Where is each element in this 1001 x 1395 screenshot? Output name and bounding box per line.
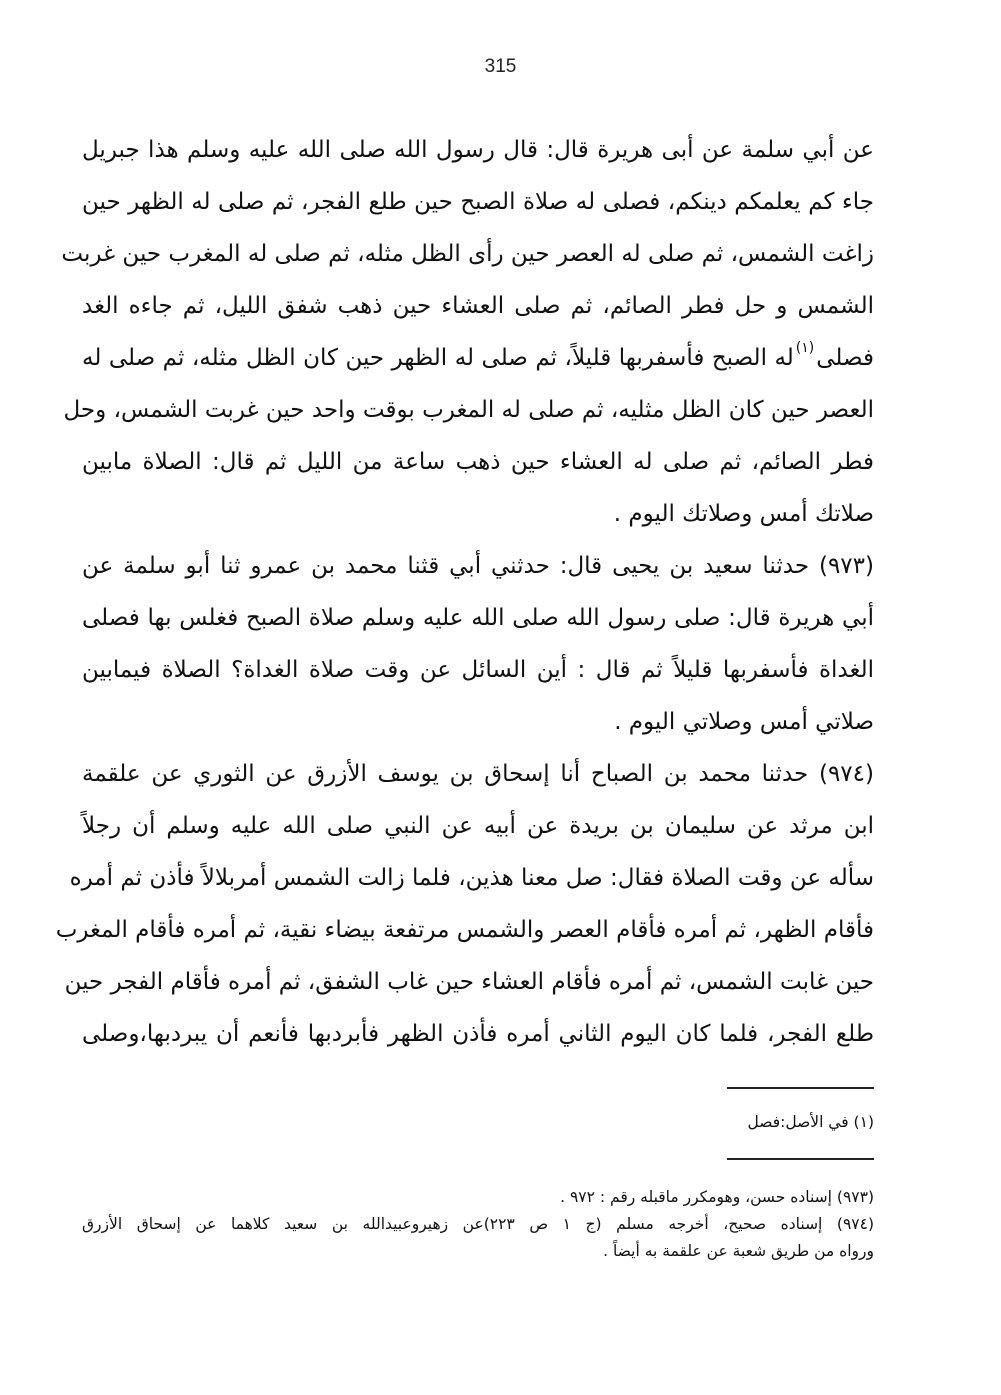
text-line: جاء كم يعلمكم دينكم، فصلى له صلاة الصبح حين طلع الفجر، ثم صلى له الظهر حين (82, 189, 874, 215)
footnote-973: (٩٧٣) إسناده حسن، وهومكرر ماقبله رقم : ٩٧٢ . (560, 1188, 874, 1206)
text-line: الغداة فأسفربها قليلاً ثم قال : أين السائل عن وقت صلاة الغداة؟ الصلاة فيمابين (82, 657, 874, 683)
footnote-divider (727, 1087, 874, 1089)
text-line: طلع الفجر، فلما كان اليوم الثاني أمره فأذن الظهر فأبردبها فأنعم أن يبردبها،وصلى (82, 1021, 874, 1047)
text-line: سأله عن وقت الصلاة فقال: صل معنا هذين، فلما زالت الشمس أمربلالاً فأذن ثم أمره (69, 865, 874, 891)
footnote-divider (727, 1158, 874, 1160)
footnote-1: (١) في الأصل:فصل (747, 1113, 874, 1131)
text-line: العصر حين كان الظل مثليه، ثم صلى له المغرب بوقت واحد حين غربت الشمس، وحل (63, 397, 874, 423)
text-line: عن أبي سلمة عن أبى هريرة قال: قال رسول الله صلى الله عليه وسلم هذا جبريل (82, 137, 874, 163)
text-line: حين غابت الشمس، ثم أمره فأقام العشاء حين غاب الشفق، ثم أمره فأقام الفجر حين (64, 969, 874, 995)
text-line: صلاتي أمس وصلاتي اليوم . (614, 709, 874, 735)
footnotes-block (82, 1184, 874, 1265)
footnote-marker: (١) (795, 340, 815, 356)
text-line: فطر الصائم، ثم صلى له العشاء حين ذهب ساعة من الليل ثم قال: الصلاة مابين (82, 449, 874, 475)
footnote-974-line-2: ورواه من طريق شعبة عن علقمة به أيضاً . (603, 1242, 874, 1260)
text-segment: فصلى (816, 345, 874, 371)
text-line: (٩٧٤) حدثنا محمد بن الصباح أنا إسحاق بن يوسف الأزرق عن الثوري عن علقمة (82, 761, 874, 787)
page-number: 315 (484, 56, 517, 77)
text-segment: له الصبح فأسفربها قليلاً، ثم صلى له الظهر حين كان الظل مثله، ثم صلى له (82, 345, 794, 371)
text-line: فأقام الظهر، ثم أمره فأقام العصر والشمس مرتفعة بيضاء نقية، ثم أمره فأقام المغرب (55, 917, 874, 943)
main-text (55, 124, 874, 1060)
text-line: زاغت الشمس، ثم صلى له العصر حين رأى الظل مثله، ثم صلى له المغرب حين غربت (61, 241, 874, 267)
text-line: صلاتك أمس وصلاتك اليوم . (613, 501, 874, 527)
text-line: ابن مرثد عن سليمان بن بريدة عن أبيه عن النبي صلى الله عليه وسلم أن رجلاً (82, 813, 874, 839)
footnote-974-line-1: (٩٧٤) إسناده صحيح، أخرجه مسلم (ج ١ ص ٢٢٣)عن زهيروعبيدالله بن سعيد كلاهما عن إسحاق الأزرق (82, 1215, 875, 1233)
text-line: (٩٧٣) حدثنا سعيد بن يحيى قال: حدثني أبي قثنا محمد بن عمرو ثنا أبو سلمة عن (82, 553, 874, 579)
text-line-with-footnote (82, 332, 874, 384)
text-line: أبي هريرة قال: صلى رسول الله صلى الله عليه وسلم صلاة الصبح فغلس بها فصلى (82, 605, 874, 631)
text-line: الشمس و حل فطر الصائم، ثم صلى العشاء حين ذهب شفق الليل، ثم جاءه الغد (82, 293, 874, 319)
